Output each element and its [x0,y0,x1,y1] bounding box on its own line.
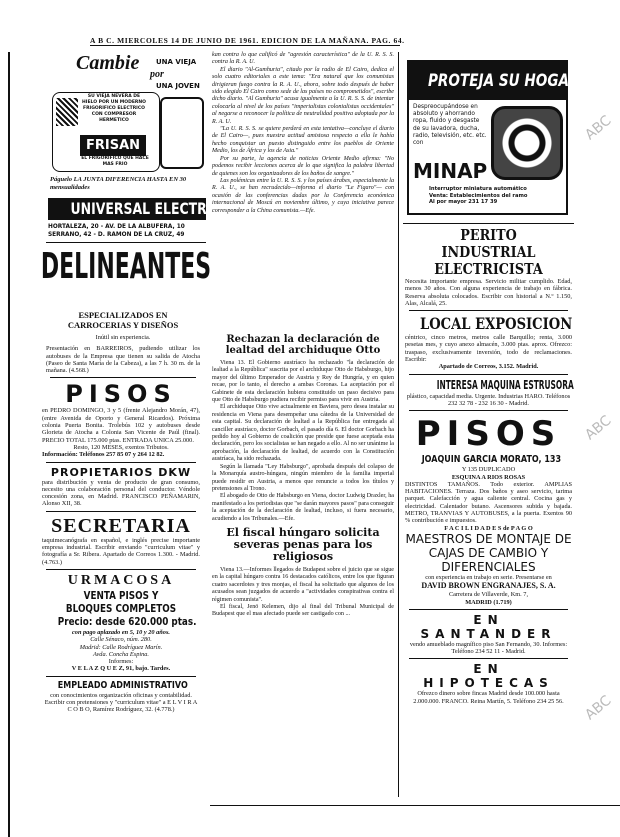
maestros-ad [399,532,578,610]
frisan-ad [10,52,231,288]
ad-title: PERITO INDUSTRIAL ELECTRICISTA [434,226,543,278]
ad-body: céntrico, cinco metros, metros calle Barquillo; renta, 3.000 pesetas mes, y cuyo anexo almacén, 3.000 ptas. aprox. Ofrezco: traspaso, exclusivamente inversión, todo de reclamaciones. Escribir: [405,334,572,364]
old-icebox-icon [56,98,78,126]
ad-title: MAESTROS DE MONTAJE DE CAJAS DE CAMBIO Y DIFERENCIALES [405,531,572,574]
watermark: ABC [582,692,615,724]
ad-body: Despreocupándose en absoluto y ahorrando ropa, fluido y desgaste de su lavadora, ducha, radio, televisión, etc. etc. con [413,104,487,147]
paragraph: El fiscal, Jenö Kelemen, dijo al final del Tribunal Municipal de Budapest que el mas afectado puede ser castigado con ... [212,603,394,618]
ad-price: Precio: desde 620.000 ptas. [57,614,197,628]
refrigerator-icon [160,97,204,169]
hipotecas-ad [399,662,578,705]
delineantes-title: DELINEANTES [40,247,212,288]
ad-body: Presentación en BARREIROS, pudiendo utilizar los autobuses de la Empresa que tienen su salida de Atocha (Paseo de Santa María de la Cabeza), a las 7 h. 30 m. de la mañana. (4.568.) [46,345,200,375]
ad-text: ESQUINA A RIOS ROSAS [451,473,526,481]
ad-address: Apartado de Correos, 3.152. Madrid. [438,363,539,371]
ad-title: PISOS [65,380,177,409]
headline-otto: Rechazan la declaración de lealtad del archiduque Otto [225,334,381,356]
ad-text: Páguelo LA JUNTA DIFERENCIA HASTA EN 30 mensualidades [50,176,187,191]
store-banner-text: UNIVERSAL ELECTRICA [70,199,231,218]
ad-title: SECRETARIA [51,514,191,537]
empleado-ad [10,680,206,714]
divider [46,676,196,677]
ad-address: V E L A Z Q U E Z, 91, bajo. Tardes. [71,665,171,673]
ad-title: EMPLEADO ADMINISTRATIVO [57,679,188,691]
ad-title: EN HIPOTECAS [423,662,554,691]
ad-body: Calle Sénaco, núm. 280. [90,636,152,644]
divider [409,410,568,411]
divider [409,658,568,659]
local-ad [399,314,578,374]
ad-body: Informes: [108,658,134,666]
ad-body: taquimecanógrafa en español, e inglés precise importante empresa industrial. Escribir enviando "curriculum vitae" y fotografía a Sr. Ribera. Apartado de Correos 1.300. - Madrid. (4.763.) [42,536,200,566]
ad-body: Ofrezco dinero sobre fincas Madrid desde 100.000 hasta 2.000.000. FRANCO. Reina Martín, 5. Teléfono 234 25 56. [413,690,564,705]
ad-body: en PEDRO DOMINGO, 3 y 5 (frente Alejandro Morán, 47), (entre Avenida de Oporto y General Ricardos). Próxima colonia Puerta Bonita. Trolebús 102 y autobuses desde Glorieta de Atocha a Colonia San Vicente de Paúl (final). PRECIO TOTAL 175.000 ptas. ENTRADA UNICA 25.000. [42,407,200,444]
ad-subtitle: VENTA PISOS Y [83,588,159,602]
paragraph: El diario "Al-Gumhuria", citado por la radio de El Cairo, dedica el solo cuatro editoriales a este tema: "Era natural que los comunistas dirigieran fuego contra la R. A. U., ahora, sobre todo después de haber sido elegido El Cairo como sede de las países no comprometidos", escribe dicho diario. "Al Gumhuria" acusa igualmente a la U. R. S. S. de intentar colocarla al nivel de los países "imperialistas colonialistas occidentales" al negarse a reconocer la política de neutralidad positiva adoptada por la R. A. U. [212,66,394,125]
ad-subtitle: BLOQUES COMPLETOS [65,601,177,615]
paragraph: El abogado de Otto de Habsburgo en Viena, doctor Ludwig Draxler, ha manifestado a los periodistas que "se darán mayores pasos" para conseguir la aceptación de la declaración de lealtad, incluso, si fuera necesario, acudiendo a los Tribunales.—Efe. [212,493,394,522]
bottom-rule [210,805,620,806]
headline-fiscal: El fiscal húngaro solicita severas penas para los religiosos [226,525,380,563]
paragraph: Viena 13. El Gobierno austríaco ha rechazado "la declaración de lealtad a la República" suscrita por el archiduque Otto de Habsburgo, hijo mayor del último Emperador de Austria y Rey de Hungría, y en quien recae, por lo tanto, el derecho a ambas Coronas. La aceptación por el Gabinete de esta declaración hubiera constituido un paso decisivo para que Otto de Habsburgo pudiera recibir permiso para vivir en Austria. [212,360,394,404]
ad-phone: Teléfono 234 52 11 - Madrid. [451,648,526,656]
ad-text: Y 135 DUPLICADO [461,466,516,474]
delineantes-ad [10,310,206,378]
urmacosa-ad [10,573,206,677]
paragraph: kan contra lo que calificó de "agresión característica" de la U. R. S. S. contra la R. A. U. [212,52,394,66]
watermark: ABC [582,412,615,444]
ad-title: LOCAL EXPOSICION [420,314,573,334]
article-continued [212,52,394,330]
ad-address: HORTALEZA, 20 - AV. DE LA ALBUFERA, 10 [48,224,185,230]
ad-address: JOAQUIN GARCIA MORATO, 133 [421,454,562,466]
divider [403,223,574,224]
ad-subtitle: ESPECIALIZADOS EN CARROCERIAS Y DISEÑOS [67,310,179,330]
ad-body: con experiencia en trabajo en serie. Presentarse en [425,573,552,581]
article-otto [212,360,394,523]
divider [409,374,568,375]
perito-ad [399,227,578,311]
frisan-logo: FRISAN [80,135,146,156]
ad-note: Inútil sin experiencia. [95,334,151,341]
paragraph: Las polémicas entre la U. R. S. S. y los países árabes, especialmente la R. A. U., se han recrudecido—informa el diario "Le Figaro"— con ocasión de las conferencias dadas por la Conferencia económica internacional de Moscú en noviembre último, y cuya iniciativa parece corresponder a la China comunista.—Efe. [212,177,394,214]
ad-text: EL FRIGORIFICO QUE HACE MAS FRIO [81,156,149,167]
ad-title: URMACOSA [67,572,175,588]
watermark: ABC [582,112,615,144]
ad-text: UNA VIEJA [156,58,197,66]
ad-body: para distribución y venta de producto de gran consumo, necesito una colaboración personal del conductor. Véndole concesión zona, en Madrid. FRANCISCO PEÑAMARIN, Alonso XII, 38. [42,478,200,508]
divider [46,462,196,463]
secretaria-ad [10,515,206,570]
divider [46,569,196,570]
ad-body: Necesita importante empresa. Servicio militar cumplido. Edad, menos 30 años. Con alguna experiencia de trabajo en fábrica. Reserva absoluta colocados. Escribir con historial a N.º 1.150, Alas, Alcalá, 25. [405,278,572,307]
ad-body: vendo amueblado magnífico piso San Fernando, 30. Informes: [409,640,568,648]
ad-address: SERRANO, 42 - D. RAMON DE LA CRUZ, 49 [48,232,185,238]
ad-text: SU VIEJA NEVERA DE HIELO POR UN MODERNO FRIGORIFICO ELECTRICO CON COMPRESOR HERMETICO [82,94,146,123]
interesa-ad [399,378,578,412]
ad-address: MADRID (1.719) [465,598,512,606]
ad-title-banner [409,62,580,100]
ad-address: Carretera de Villaverde, Km. 7, [448,591,529,599]
paragraph: El archiduque Otto vive actualmente en Baviera, pero desea instalar su residencia en Viena para desempeñar una cátedra de la Universidad de esta capital. Su declaración de lealtad a la República fue entregada al canciller austríaco, doctor Gorbach, el pasado día 6. El doctor Gorbach ha pedido hoy al Gobierno de coalición que preside que fuese aceptada esta declaración, pero los socialistas se han negado a ello. Al no ser unánime la aprobación, la declaración de lealtad, de acuerdo con la Constitución austríaca, ha sido rechazada. [212,404,394,463]
dkw-ad [10,466,206,512]
ad-body: Madrid: Calle Rodríguez Marín. [79,643,163,651]
divider [46,242,206,243]
minap-logo: MINAP [413,159,488,183]
store-banner [48,198,231,220]
divider [50,377,196,378]
ad-text: Venta: Establecimientos del ramo [429,192,528,199]
column-right [398,52,578,797]
pisos-garcia-morato-ad [399,414,578,532]
column-left [8,52,231,837]
ad-body: Avda. Concha Espina. [93,650,149,658]
circuit-breaker-icon [491,106,563,180]
paragraph: Según la llamada "Ley Habsburgo", aprobada después del colapso de la Monarquía austro-húngara, ningún miembro de la familia imperial puede residir en Austria, a menos que renuncie a todos los títulos y pretensiones al Trono. [212,463,394,492]
ad-text: Interruptor miniatura automático [429,186,527,192]
ad-phone: Al por mayor 231 17 39 [429,199,498,205]
paragraph: "La U. R. S. S. se quiere perderá en esta tentativa—concluye el diario de El Cairo—, pues nuestra actitud amistosa respecto a ella le había hecho conquistar un puesto distinguido entre los pueblos de Oriente Medio, los de África y los de Asia." [212,126,394,155]
ad-body: con conocimientos organización oficinas y contabilidad. Escribir con pretensiones y "curriculum vitae" a E L V I R A C O B O, Ramírez Rodríguez, 32. (4.778.) [44,691,198,714]
divider [409,609,568,610]
paragraph: Viena 13.—Informes llegados de Budapest sobre el juicio que se sigue en la capital húngaro contra 16 destacados católicos, entre los que figuran cuatro sacerdotes y tres monjas, el fiscal ha solicitado que algunos de los acusados sean juzgados de acuerdo a "actividades conspirativas contra el régimen comunista". [212,566,394,603]
santander-ad [399,613,578,660]
ad-title: INTERESA MAQUINA ESTRUSORA [436,377,574,392]
paragraph: Por su parte, la agencia de noticias Oriente Medio afirma: "No podemos recibir lecciones acerca de lo que significa la palabra libertad de quienes son los organizadores de los baños de sangre." [212,155,394,177]
ad-body: plástico, capacidad media. Urgente. Industrias HARO. Teléfonos 232 32 78 - 232 16 30 - Madrid. [406,392,571,407]
page-header: A B C. MIERCOLES 14 DE JUNIO DE 1961. EDICION DE LA MAÑANA. PAG. 64. [90,36,405,45]
pisos-ad [10,381,206,462]
ad-title: PISOS [415,414,562,455]
ad-title: PROPIETARIOS DKW [50,465,192,479]
divider [409,310,568,311]
divider [46,511,196,512]
ad-body: DISTINTOS TAMAÑOS. Todo exterior. AMPLIAS HABITACIONES. Terraza. Dos baños y aseo servicio, tarima parquet. Calefacción y agua caliente central. Cocina gas y electricidad. Calentador butano. Ascensores subida y bajada. METRO, TRANVIAS Y AUTOBUSES, a la puerta. Exentos 90 % contribución e impuestos. [405,480,572,525]
ad-body: con pago aplazado en 5, 10 y 20 años. [72,628,170,636]
ad-text: por [150,69,164,80]
ad-title: EN SANTANDER [420,612,557,641]
ad-phone: Información: Teléfonos 257 85 07 y 264 12 82. [42,451,165,459]
ad-text: UNA JOVEN [156,82,200,90]
article-fiscal [212,567,394,619]
ad-body: Resto, 120 MESES, exentos Tributos. [73,443,169,451]
column-middle [212,52,394,619]
ad-script: Cambie [76,52,140,74]
ad-title: PROTEJA SU HOGAR [427,71,580,91]
ad-company: DAVID BROWN ENGRANAJES, S. A. [421,581,556,591]
minap-ad [407,60,580,215]
ad-text: F A C I L I D A D E S de P A G O [444,524,533,532]
